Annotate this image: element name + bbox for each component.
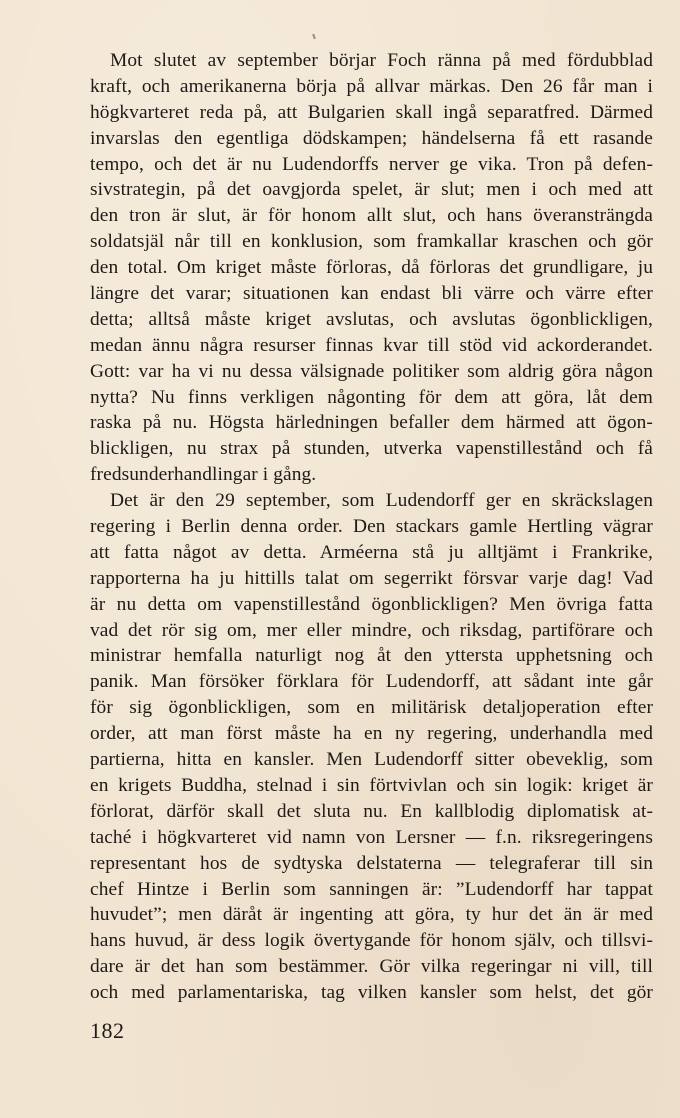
paragraph-2: [90, 488, 653, 1006]
page-number: 182: [90, 1018, 125, 1043]
text-line: för sig ögonblickligen, som en militärisk detaljoperation efter: [90, 697, 653, 719]
text-line: kraft, och amerikanerna börja på allvar märkas. Den 26 får man i: [90, 75, 653, 97]
text-line: representant hos de sydtyska delstaterna — telegraferar till sin: [90, 852, 653, 874]
text-line: medan ännu några resurser finnas kvar till stöd vid ackorderandet.: [90, 334, 653, 356]
text-line: Gott: var ha vi nu dessa välsignade politiker som aldrig göra någon: [90, 360, 653, 382]
text-line: Det är den 29 september, som Ludendorff ger en skräckslagen: [110, 490, 653, 512]
text-line: chef Hintze i Berlin som sanningen är: ”Ludendorff har tappat: [90, 878, 653, 900]
text-line: rapporterna ha ju hittills talat om segerrikt försvar varje dag! Vad: [90, 567, 653, 589]
text-line: att fatta något av detta. Arméerna stå ju alltjämt i Frankrike,: [90, 541, 653, 563]
text-line: är nu detta om vapenstillestånd ögonblickligen? Men övriga fatta: [90, 593, 653, 615]
text-line: Mot slutet av september börjar Foch ränna på med fördubblad: [110, 50, 653, 71]
text-line: invarslas den egentliga dödskampen; händelserna få ett rasande: [90, 127, 653, 149]
text-line: regering i Berlin denna order. Den stackars gamle Hertling vägrar: [90, 516, 653, 538]
text-line: hans huvud, är dess logik övertygande för honom själv, och tillsvi-: [90, 930, 653, 952]
text-line: blickligen, nu strax på stunden, utverka vapenstillestånd och få: [90, 438, 653, 460]
text-line: fredsunderhandlingar i gång.: [90, 464, 317, 486]
text-line: den total. Om kriget måste förloras, då förloras det grundligare, ju: [90, 257, 653, 279]
text-line: soldatsjäl når till en konklusion, som framkallar kraschen och gör: [90, 231, 653, 253]
text-line: order, att man först måste ha en ny regering, underhandla med: [90, 723, 653, 745]
text-line: dare är det han som bestämmer. Gör vilka regeringar ni vill, till: [90, 956, 653, 978]
text-line: den tron är slut, är för honom allt slut, och hans överansträngda: [90, 205, 653, 227]
text-line: och med parlamentariska, tag vilken kansler som helst, det gör: [90, 982, 653, 1004]
ink-speck: [312, 34, 316, 39]
paragraph-1: [90, 48, 653, 488]
text-line: taché i högkvarteret vid namn von Lersner — f.n. riksregeringens: [90, 826, 653, 848]
body-text: [90, 48, 653, 1006]
text-line: högkvarteret reda på, att Bulgarien skall ingå separatfred. Därmed: [90, 101, 653, 123]
text-line: vad det rör sig om, mer eller mindre, och riksdag, partiförare och: [90, 619, 653, 641]
text-line: raska på nu. Högsta härledningen befaller dem härmed att ögon-: [90, 412, 653, 434]
text-line: partierna, hitta en kansler. Men Ludendorff sitter obeveklig, som: [90, 749, 653, 771]
text-line: detta; alltså måste kriget avslutas, och avslutas ögonblickligen,: [90, 308, 653, 330]
text-line: panik. Man försöker förklara för Ludendorff, att sådant inte går: [90, 671, 653, 693]
text-line: längre det varar; situationen kan endast bli värre och värre efter: [90, 283, 653, 305]
text-line: sivstrategin, på det oavgjorda spelet, är slut; men i och med att: [90, 179, 653, 201]
text-line: nytta? Nu finns verkligen någonting för dem att göra, låt dem: [90, 386, 653, 408]
text-line: huvudet”; men däråt är ingenting att göra, ty hur det än är med: [90, 904, 653, 926]
text-line: förlorat, därför skall det sluta nu. En kallblodig diplomatisk at-: [90, 800, 653, 822]
text-line: tempo, och det är nu Ludendorffs nerver ge vika. Tron på defen-: [90, 153, 653, 175]
text-line: en krigets Buddha, stelnad i sin förtvivlan och sin logik: kriget är: [90, 774, 653, 796]
text-line: ministrar hemfalla naturligt nog åt den yttersta upphetsning och: [90, 645, 653, 667]
